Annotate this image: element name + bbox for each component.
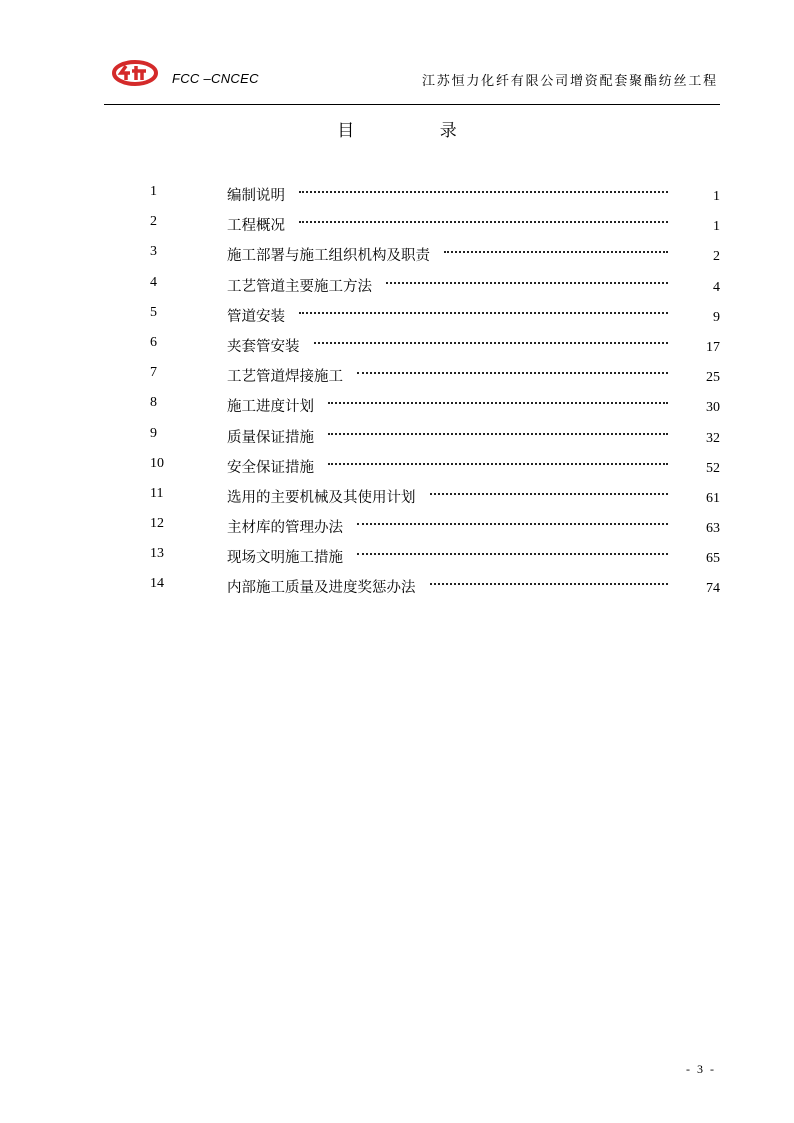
toc-number: 2 xyxy=(150,214,157,230)
toc-entry-line xyxy=(227,184,720,205)
toc-entry[interactable] xyxy=(150,572,720,602)
toc-number: 10 xyxy=(150,455,164,471)
toc-entry[interactable] xyxy=(150,271,720,301)
toc-entry-line xyxy=(227,335,720,356)
dot-leader xyxy=(357,523,668,525)
dot-leader xyxy=(357,372,668,374)
dot-leader xyxy=(299,191,668,193)
toc-entry[interactable] xyxy=(150,542,720,572)
dot-leader xyxy=(430,583,669,585)
toc-number: 13 xyxy=(150,546,164,562)
toc-page: 9 xyxy=(713,309,720,325)
toc-page: 17 xyxy=(706,339,720,355)
toc-entry-line xyxy=(227,516,720,537)
toc-label: 施工进度计划 xyxy=(227,399,314,416)
toc-label: 工程概况 xyxy=(227,218,285,235)
toc-entry-line xyxy=(227,305,720,326)
toc-label: 工艺管道焊接施工 xyxy=(227,369,343,386)
toc-number: 9 xyxy=(150,425,157,441)
company-logo-icon xyxy=(112,60,158,86)
toc-label: 施工部署与施工组织机构及职责 xyxy=(227,248,430,265)
toc-page: 2 xyxy=(713,249,720,265)
page-number: - 3 - xyxy=(686,1062,716,1076)
toc-entry-line xyxy=(227,214,720,235)
toc-page: 52 xyxy=(706,460,720,476)
toc-number: 14 xyxy=(150,576,164,592)
toc-entry-line xyxy=(227,486,720,507)
toc-label: 现场文明施工措施 xyxy=(227,550,343,567)
project-title: 江苏恒力化纤有限公司增资配套聚酯纺丝工程 xyxy=(421,74,718,89)
toc-entry-line xyxy=(227,576,720,597)
toc-entry-line xyxy=(227,244,720,265)
toc-page: 1 xyxy=(713,219,720,235)
toc-page: 63 xyxy=(706,521,720,537)
toc-number: 7 xyxy=(150,365,157,381)
toc-entry-line xyxy=(227,426,720,447)
dot-leader xyxy=(299,221,668,223)
toc-number: 1 xyxy=(150,184,157,199)
dot-leader xyxy=(328,463,668,465)
toc-entry-line xyxy=(227,456,720,477)
toc-label: 质量保证措施 xyxy=(227,429,314,446)
toc-label: 管道安装 xyxy=(227,308,285,325)
toc-entry-line xyxy=(227,395,720,416)
toc-number: 11 xyxy=(150,485,164,501)
dot-leader xyxy=(386,282,668,284)
toc-entry-line xyxy=(227,546,720,567)
dot-leader xyxy=(314,342,669,344)
page-title: 目 录 xyxy=(337,121,497,141)
toc-page: 65 xyxy=(706,551,720,567)
toc-number: 12 xyxy=(150,516,164,532)
toc-entry[interactable] xyxy=(150,361,720,391)
toc-entry-line xyxy=(227,365,720,386)
toc-label: 内部施工质量及进度奖惩办法 xyxy=(227,580,416,597)
toc-page: 32 xyxy=(706,430,720,446)
toc-number: 8 xyxy=(150,395,157,411)
dot-leader xyxy=(328,402,668,404)
toc-number: 4 xyxy=(150,274,157,290)
table-of-contents xyxy=(150,180,720,603)
toc-entry[interactable] xyxy=(150,240,720,270)
dot-leader xyxy=(430,493,669,495)
toc-entry[interactable] xyxy=(150,331,720,361)
toc-page: 25 xyxy=(706,370,720,386)
toc-entry[interactable] xyxy=(150,210,720,240)
toc-entry[interactable] xyxy=(150,391,720,421)
toc-entry-line xyxy=(227,275,720,296)
toc-entry[interactable] xyxy=(150,180,720,210)
dot-leader xyxy=(299,312,668,314)
toc-page: 61 xyxy=(706,490,720,506)
dot-leader xyxy=(444,251,668,253)
dot-leader xyxy=(328,433,668,435)
toc-entry[interactable] xyxy=(150,452,720,482)
toc-entry[interactable] xyxy=(150,422,720,452)
toc-label: 安全保证措施 xyxy=(227,459,314,476)
toc-entry[interactable] xyxy=(150,482,720,512)
toc-label: 夹套管安装 xyxy=(227,338,300,355)
toc-label: 编制说明 xyxy=(227,188,285,204)
toc-label: 选用的主要机械及其使用计划 xyxy=(227,489,416,506)
toc-number: 3 xyxy=(150,244,157,260)
toc-entry[interactable] xyxy=(150,512,720,542)
brand-name: FCC –CNCEC xyxy=(172,71,259,86)
toc-number: 6 xyxy=(150,334,157,350)
dot-leader xyxy=(357,553,668,555)
toc-entry[interactable] xyxy=(150,301,720,331)
header-divider xyxy=(104,104,720,105)
toc-page: 30 xyxy=(706,400,720,416)
toc-label: 工艺管道主要施工方法 xyxy=(227,278,372,295)
toc-page: 4 xyxy=(713,279,720,295)
toc-page: 1 xyxy=(713,189,720,204)
toc-page: 74 xyxy=(706,581,720,597)
toc-number: 5 xyxy=(150,304,157,320)
toc-label: 主材库的管理办法 xyxy=(227,520,343,537)
